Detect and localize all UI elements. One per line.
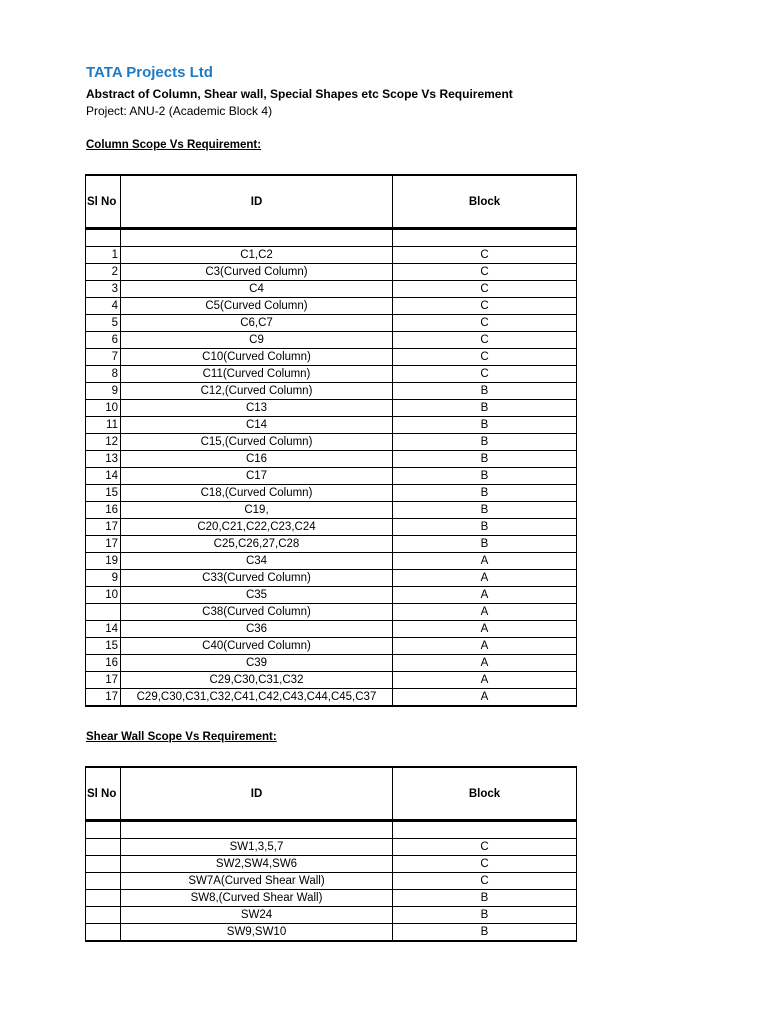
cell-block: A	[393, 638, 577, 655]
table-row	[86, 604, 577, 621]
cell-block: C	[393, 315, 577, 332]
cell-block: B	[393, 468, 577, 485]
table-row	[86, 366, 577, 383]
cell-block: B	[393, 502, 577, 519]
cell-id: SW2,SW4,SW6	[121, 856, 393, 873]
cell-sl-no: 3	[86, 281, 121, 298]
cell-block: C	[393, 247, 577, 264]
cell-id: SW7A(Curved Shear Wall)	[121, 873, 393, 890]
company-name: TATA Projects Ltd	[86, 64, 213, 81]
table-row	[86, 229, 577, 247]
cell-sl-no: 9	[86, 570, 121, 587]
cell-sl-no: 17	[86, 689, 121, 707]
cell-block: C	[393, 264, 577, 281]
cell-id: C13	[121, 400, 393, 417]
cell-block	[393, 229, 577, 247]
cell-sl-no: 7	[86, 349, 121, 366]
cell-sl-no: 16	[86, 502, 121, 519]
cell-sl-no: 5	[86, 315, 121, 332]
header-sl-no: Sl No	[86, 175, 121, 229]
cell-block: A	[393, 587, 577, 604]
shear-wall-section-title: Shear Wall Scope Vs Requirement:	[86, 731, 277, 743]
cell-id: C35	[121, 587, 393, 604]
cell-sl-no	[86, 890, 121, 907]
cell-block: C	[393, 839, 577, 856]
cell-sl-no	[86, 229, 121, 247]
cell-sl-no: 9	[86, 383, 121, 400]
cell-block: A	[393, 621, 577, 638]
cell-id: C10(Curved Column)	[121, 349, 393, 366]
cell-block: B	[393, 383, 577, 400]
table-row	[86, 400, 577, 417]
cell-block: C	[393, 856, 577, 873]
header-block: Block	[393, 175, 577, 229]
cell-id: C6,C7	[121, 315, 393, 332]
cell-id: C11(Curved Column)	[121, 366, 393, 383]
table-row	[86, 264, 577, 281]
cell-id: C20,C21,C22,C23,C24	[121, 519, 393, 536]
cell-id: SW9,SW10	[121, 924, 393, 942]
cell-sl-no: 12	[86, 434, 121, 451]
cell-id: C29,C30,C31,C32,C41,C42,C43,C44,C45,C37	[121, 689, 393, 707]
table-row	[86, 873, 577, 890]
document-subtitle: Abstract of Column, Shear wall, Special Shapes etc Scope Vs Requirement	[86, 87, 513, 101]
table-row	[86, 315, 577, 332]
cell-sl-no: 1	[86, 247, 121, 264]
column-section-title: Column Scope Vs Requirement:	[86, 139, 262, 151]
cell-sl-no	[86, 856, 121, 873]
table-row	[86, 349, 577, 366]
cell-id: C25,C26,27,C28	[121, 536, 393, 553]
cell-id: SW8,(Curved Shear Wall)	[121, 890, 393, 907]
cell-block: C	[393, 873, 577, 890]
cell-sl-no	[86, 821, 121, 839]
cell-sl-no: 2	[86, 264, 121, 281]
cell-id: C33(Curved Column)	[121, 570, 393, 587]
cell-sl-no: 14	[86, 468, 121, 485]
table-row	[86, 655, 577, 672]
header-sl-no: Sl No	[86, 767, 121, 821]
header-id: ID	[121, 767, 393, 821]
cell-block: C	[393, 298, 577, 315]
table-row	[86, 553, 577, 570]
cell-sl-no: 16	[86, 655, 121, 672]
cell-id: C4	[121, 281, 393, 298]
table-row	[86, 672, 577, 689]
cell-id: C15,(Curved Column)	[121, 434, 393, 451]
table-row	[86, 298, 577, 315]
cell-id: C14	[121, 417, 393, 434]
table-row	[86, 281, 577, 298]
cell-sl-no: 15	[86, 638, 121, 655]
cell-block: B	[393, 400, 577, 417]
cell-block: B	[393, 485, 577, 502]
cell-id: C39	[121, 655, 393, 672]
column-table	[85, 174, 577, 707]
table-row	[86, 924, 577, 942]
cell-id: C38(Curved Column)	[121, 604, 393, 621]
cell-sl-no	[86, 924, 121, 942]
cell-sl-no	[86, 873, 121, 890]
cell-id: SW24	[121, 907, 393, 924]
cell-block: C	[393, 366, 577, 383]
table-row	[86, 434, 577, 451]
table-row	[86, 856, 577, 873]
cell-block: B	[393, 519, 577, 536]
table-row	[86, 890, 577, 907]
cell-block: B	[393, 907, 577, 924]
column-table-header	[86, 175, 577, 229]
cell-sl-no	[86, 839, 121, 856]
cell-block: A	[393, 570, 577, 587]
cell-block: A	[393, 672, 577, 689]
cell-block: B	[393, 451, 577, 468]
table-row	[86, 907, 577, 924]
cell-id: C34	[121, 553, 393, 570]
cell-sl-no: 14	[86, 621, 121, 638]
cell-block: A	[393, 604, 577, 621]
cell-sl-no	[86, 907, 121, 924]
cell-block: C	[393, 332, 577, 349]
cell-id: C3(Curved Column)	[121, 264, 393, 281]
cell-sl-no: 6	[86, 332, 121, 349]
table-row	[86, 247, 577, 264]
table-row	[86, 519, 577, 536]
cell-id: C1,C2	[121, 247, 393, 264]
cell-id: C5(Curved Column)	[121, 298, 393, 315]
table-row	[86, 536, 577, 553]
cell-id: C9	[121, 332, 393, 349]
cell-block: B	[393, 434, 577, 451]
header-block: Block	[393, 767, 577, 821]
cell-id	[121, 229, 393, 247]
cell-sl-no: 10	[86, 400, 121, 417]
cell-id: C18,(Curved Column)	[121, 485, 393, 502]
cell-id: C19,	[121, 502, 393, 519]
table-row	[86, 383, 577, 400]
table-row	[86, 638, 577, 655]
cell-block: A	[393, 553, 577, 570]
cell-id: C29,C30,C31,C32	[121, 672, 393, 689]
table-row	[86, 502, 577, 519]
table-row	[86, 839, 577, 856]
header-id: ID	[121, 175, 393, 229]
table-row	[86, 587, 577, 604]
cell-id: C17	[121, 468, 393, 485]
cell-sl-no: 8	[86, 366, 121, 383]
table-row	[86, 570, 577, 587]
table-row	[86, 468, 577, 485]
cell-sl-no: 17	[86, 519, 121, 536]
cell-sl-no: 19	[86, 553, 121, 570]
cell-sl-no: 11	[86, 417, 121, 434]
table-row	[86, 485, 577, 502]
cell-block: B	[393, 417, 577, 434]
cell-sl-no: 4	[86, 298, 121, 315]
cell-id: SW1,3,5,7	[121, 839, 393, 856]
table-row	[86, 332, 577, 349]
shear-wall-table-header	[86, 767, 577, 821]
cell-sl-no: 13	[86, 451, 121, 468]
cell-block	[393, 821, 577, 839]
table-row	[86, 417, 577, 434]
table-row	[86, 821, 577, 839]
shear-wall-table	[85, 766, 577, 942]
cell-block: B	[393, 536, 577, 553]
cell-block: A	[393, 655, 577, 672]
cell-id	[121, 821, 393, 839]
cell-id: C36	[121, 621, 393, 638]
cell-block: C	[393, 281, 577, 298]
project-name: Project: ANU-2 (Academic Block 4)	[86, 104, 273, 118]
cell-id: C12,(Curved Column)	[121, 383, 393, 400]
table-row	[86, 621, 577, 638]
table-row	[86, 689, 577, 707]
cell-sl-no: 15	[86, 485, 121, 502]
cell-block: B	[393, 890, 577, 907]
cell-block: C	[393, 349, 577, 366]
cell-sl-no: 10	[86, 587, 121, 604]
cell-id: C40(Curved Column)	[121, 638, 393, 655]
cell-sl-no	[86, 604, 121, 621]
cell-id: C16	[121, 451, 393, 468]
cell-sl-no: 17	[86, 536, 121, 553]
cell-sl-no: 17	[86, 672, 121, 689]
cell-block: A	[393, 689, 577, 707]
cell-block: B	[393, 924, 577, 942]
table-row	[86, 451, 577, 468]
